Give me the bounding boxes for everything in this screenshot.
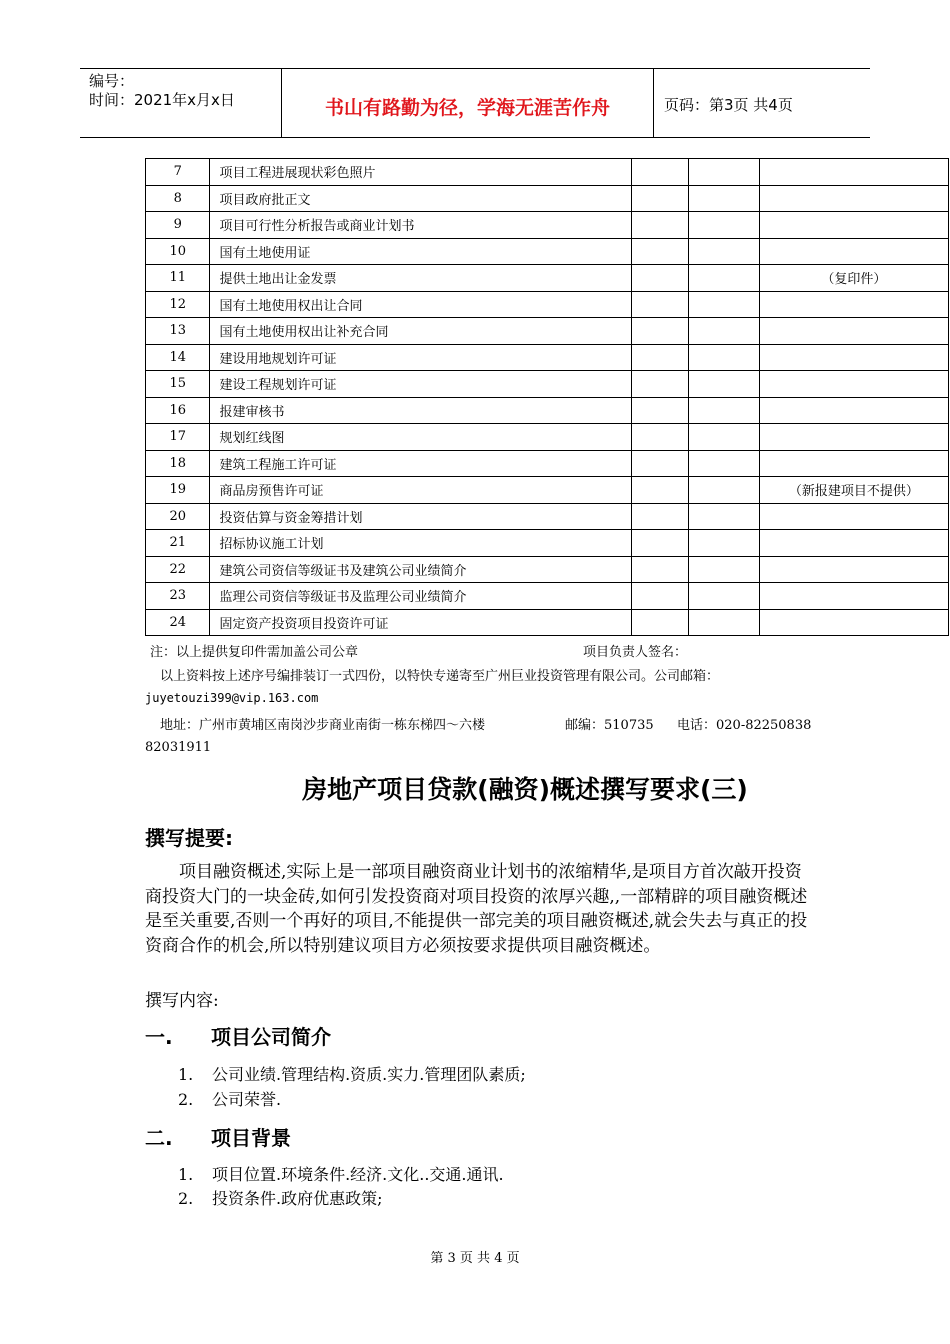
document-title: 房地产项目贷款(融资)概述撰写要求(三) xyxy=(302,775,748,804)
section-title: 项目背景 xyxy=(211,1126,291,1150)
row-check-cell xyxy=(688,503,759,530)
row-check-cell xyxy=(688,450,759,477)
list-item-number: 1. xyxy=(178,1165,194,1184)
table-row xyxy=(146,371,949,398)
section-number: 一. xyxy=(145,1025,173,1049)
postcode: 邮编：510735 xyxy=(565,718,654,733)
email-address[interactable]: juyetouzi399@vip.163.com xyxy=(145,691,319,705)
row-remark xyxy=(759,159,948,186)
row-number: 16 xyxy=(146,397,210,424)
row-check-cell xyxy=(632,503,688,530)
row-remark xyxy=(759,450,948,477)
signature-label: 项目负责人签名： xyxy=(583,645,688,660)
row-remark: （复印件） xyxy=(759,265,948,292)
row-document-name: 建筑公司资信等级证书及建筑公司业绩简介 xyxy=(210,556,632,583)
row-check-cell xyxy=(632,159,688,186)
row-check-cell xyxy=(632,371,688,398)
list-item-number: 1. xyxy=(178,1065,194,1084)
row-check-cell xyxy=(688,159,759,186)
row-remark xyxy=(759,291,948,318)
row-number: 14 xyxy=(146,344,210,371)
row-document-name: 项目工程进展现状彩色照片 xyxy=(210,159,632,186)
table-note: 注：以上提供复印件需加盖公司公章 xyxy=(150,645,359,660)
list-item xyxy=(178,1186,382,1209)
phone-number: 电话：020-82250838 xyxy=(677,718,812,733)
row-check-cell xyxy=(688,424,759,451)
list-item xyxy=(178,1062,526,1085)
row-check-cell xyxy=(632,450,688,477)
row-check-cell xyxy=(688,397,759,424)
row-check-cell xyxy=(688,265,759,292)
row-check-cell xyxy=(632,238,688,265)
section-title: 项目公司简介 xyxy=(211,1025,331,1049)
table-row xyxy=(146,477,949,504)
row-number: 19 xyxy=(146,477,210,504)
table-row xyxy=(146,265,949,292)
row-remark: （新报建项目不提供） xyxy=(759,477,948,504)
row-number: 18 xyxy=(146,450,210,477)
document-checklist-table xyxy=(145,158,949,636)
table-row xyxy=(146,609,949,636)
row-check-cell xyxy=(632,291,688,318)
row-document-name: 监理公司资信等级证书及监理公司业绩简介 xyxy=(210,583,632,610)
section-heading xyxy=(145,1122,291,1151)
table-row xyxy=(146,344,949,371)
row-check-cell xyxy=(632,530,688,557)
row-remark xyxy=(759,609,948,636)
list-item-text: 公司业绩.管理结构.资质.实力.管理团队素质; xyxy=(212,1065,526,1084)
table-row xyxy=(146,318,949,345)
row-check-cell xyxy=(688,477,759,504)
list-item-text: 公司荣誉. xyxy=(212,1090,282,1109)
row-check-cell xyxy=(688,238,759,265)
row-check-cell xyxy=(688,556,759,583)
row-check-cell xyxy=(632,265,688,292)
row-number: 24 xyxy=(146,609,210,636)
row-document-name: 建设用地规划许可证 xyxy=(210,344,632,371)
row-check-cell xyxy=(632,583,688,610)
row-document-name: 项目可行性分析报告或商业计划书 xyxy=(210,212,632,239)
list-item xyxy=(178,1162,504,1185)
header-motto: 书山有路勤为径，学海无涯苦作舟 xyxy=(324,97,610,119)
table-row xyxy=(146,556,949,583)
table-row xyxy=(146,291,949,318)
row-remark xyxy=(759,185,948,212)
row-check-cell xyxy=(632,185,688,212)
list-item-text: 投资条件.政府优惠政策; xyxy=(212,1189,383,1208)
row-check-cell xyxy=(688,371,759,398)
list-item-text: 项目位置.环境条件.经济.文化..交通.通讯. xyxy=(212,1165,504,1184)
table-row xyxy=(146,397,949,424)
row-document-name: 招标协议施工计划 xyxy=(210,530,632,557)
row-check-cell xyxy=(688,583,759,610)
row-check-cell xyxy=(632,609,688,636)
row-document-name: 国有土地使用权出让合同 xyxy=(210,291,632,318)
table-row xyxy=(146,530,949,557)
row-check-cell xyxy=(632,556,688,583)
row-check-cell xyxy=(632,212,688,239)
row-check-cell xyxy=(688,291,759,318)
summary-paragraph: 项目融资概述,实际上是一部项目融资商业计划书的浓缩精华,是项目方首次敲开投资商投资大门的一块金砖,如何引发投资商对项目投资的浓厚兴趣,,一部精辟的项目融资概述是至关重要,否则一个再好的项目,不能提供一部完美的项目融资概述,就会失去与真正的投资商合作的机会,所以特别建议项目方必须按要求提供项目融资概述。 xyxy=(145,862,808,956)
table-row xyxy=(146,238,949,265)
row-check-cell xyxy=(688,609,759,636)
row-number: 10 xyxy=(146,238,210,265)
table-row xyxy=(146,159,949,186)
row-number: 15 xyxy=(146,371,210,398)
table-row xyxy=(146,583,949,610)
row-number: 8 xyxy=(146,185,210,212)
time-label: 时间：2021年x月x日 xyxy=(89,91,235,109)
row-check-cell xyxy=(632,344,688,371)
row-document-name: 建筑工程施工许可证 xyxy=(210,450,632,477)
header-page-label: 页码：第3页 共4页 xyxy=(664,96,793,114)
header-meta xyxy=(89,72,235,110)
row-check-cell xyxy=(688,212,759,239)
row-remark xyxy=(759,503,948,530)
row-remark xyxy=(759,344,948,371)
row-check-cell xyxy=(688,318,759,345)
page-header xyxy=(80,68,870,138)
row-number: 11 xyxy=(146,265,210,292)
row-check-cell xyxy=(632,477,688,504)
row-check-cell xyxy=(632,397,688,424)
table-row xyxy=(146,503,949,530)
page-footer: 第 3 页 共 4 页 xyxy=(430,1251,520,1266)
row-remark xyxy=(759,238,948,265)
row-remark xyxy=(759,397,948,424)
table-row xyxy=(146,212,949,239)
row-document-name: 建设工程规划许可证 xyxy=(210,371,632,398)
row-document-name: 规划红线图 xyxy=(210,424,632,451)
row-document-name: 商品房预售许可证 xyxy=(210,477,632,504)
row-remark xyxy=(759,212,948,239)
header-divider xyxy=(653,69,654,137)
row-number: 20 xyxy=(146,503,210,530)
row-remark xyxy=(759,583,948,610)
row-document-name: 提供土地出让金发票 xyxy=(210,265,632,292)
summary-heading: 撰写提要: xyxy=(145,826,233,850)
row-number: 13 xyxy=(146,318,210,345)
list-item-number: 2. xyxy=(178,1090,194,1109)
table-row xyxy=(146,185,949,212)
row-document-name: 投资估算与资金筹措计划 xyxy=(210,503,632,530)
row-document-name: 固定资产投资项目投资许可证 xyxy=(210,609,632,636)
section-number: 二. xyxy=(145,1126,173,1150)
list-item xyxy=(178,1087,281,1110)
row-check-cell xyxy=(632,424,688,451)
row-number: 7 xyxy=(146,159,210,186)
list-item-number: 2. xyxy=(178,1189,194,1208)
row-document-name: 报建审核书 xyxy=(210,397,632,424)
row-remark xyxy=(759,371,948,398)
row-check-cell xyxy=(688,185,759,212)
row-remark xyxy=(759,424,948,451)
code-label: 编号： xyxy=(89,72,135,90)
row-remark xyxy=(759,318,948,345)
row-check-cell xyxy=(688,344,759,371)
row-number: 22 xyxy=(146,556,210,583)
row-document-name: 国有土地使用权出让补充合同 xyxy=(210,318,632,345)
row-remark xyxy=(759,556,948,583)
binding-instructions: 以上资料按上述序号编排装订一式四份，以特快专递寄至广州巨业投资管理有限公司。公司邮箱： xyxy=(160,669,720,684)
row-check-cell xyxy=(688,530,759,557)
table-row xyxy=(146,450,949,477)
content-label: 撰写内容: xyxy=(145,991,219,1011)
row-remark xyxy=(759,530,948,557)
company-address: 地址：广州市黄埔区南岗沙步商业南街一栋东梯四～六楼 xyxy=(160,718,486,733)
row-number: 12 xyxy=(146,291,210,318)
table-row xyxy=(146,424,949,451)
row-check-cell xyxy=(632,318,688,345)
row-number: 17 xyxy=(146,424,210,451)
row-number: 9 xyxy=(146,212,210,239)
row-number: 23 xyxy=(146,583,210,610)
section-heading xyxy=(145,1021,331,1050)
row-document-name: 国有土地使用证 xyxy=(210,238,632,265)
phone-number-secondary: 82031911 xyxy=(145,740,212,755)
row-document-name: 项目政府批正文 xyxy=(210,185,632,212)
row-number: 21 xyxy=(146,530,210,557)
